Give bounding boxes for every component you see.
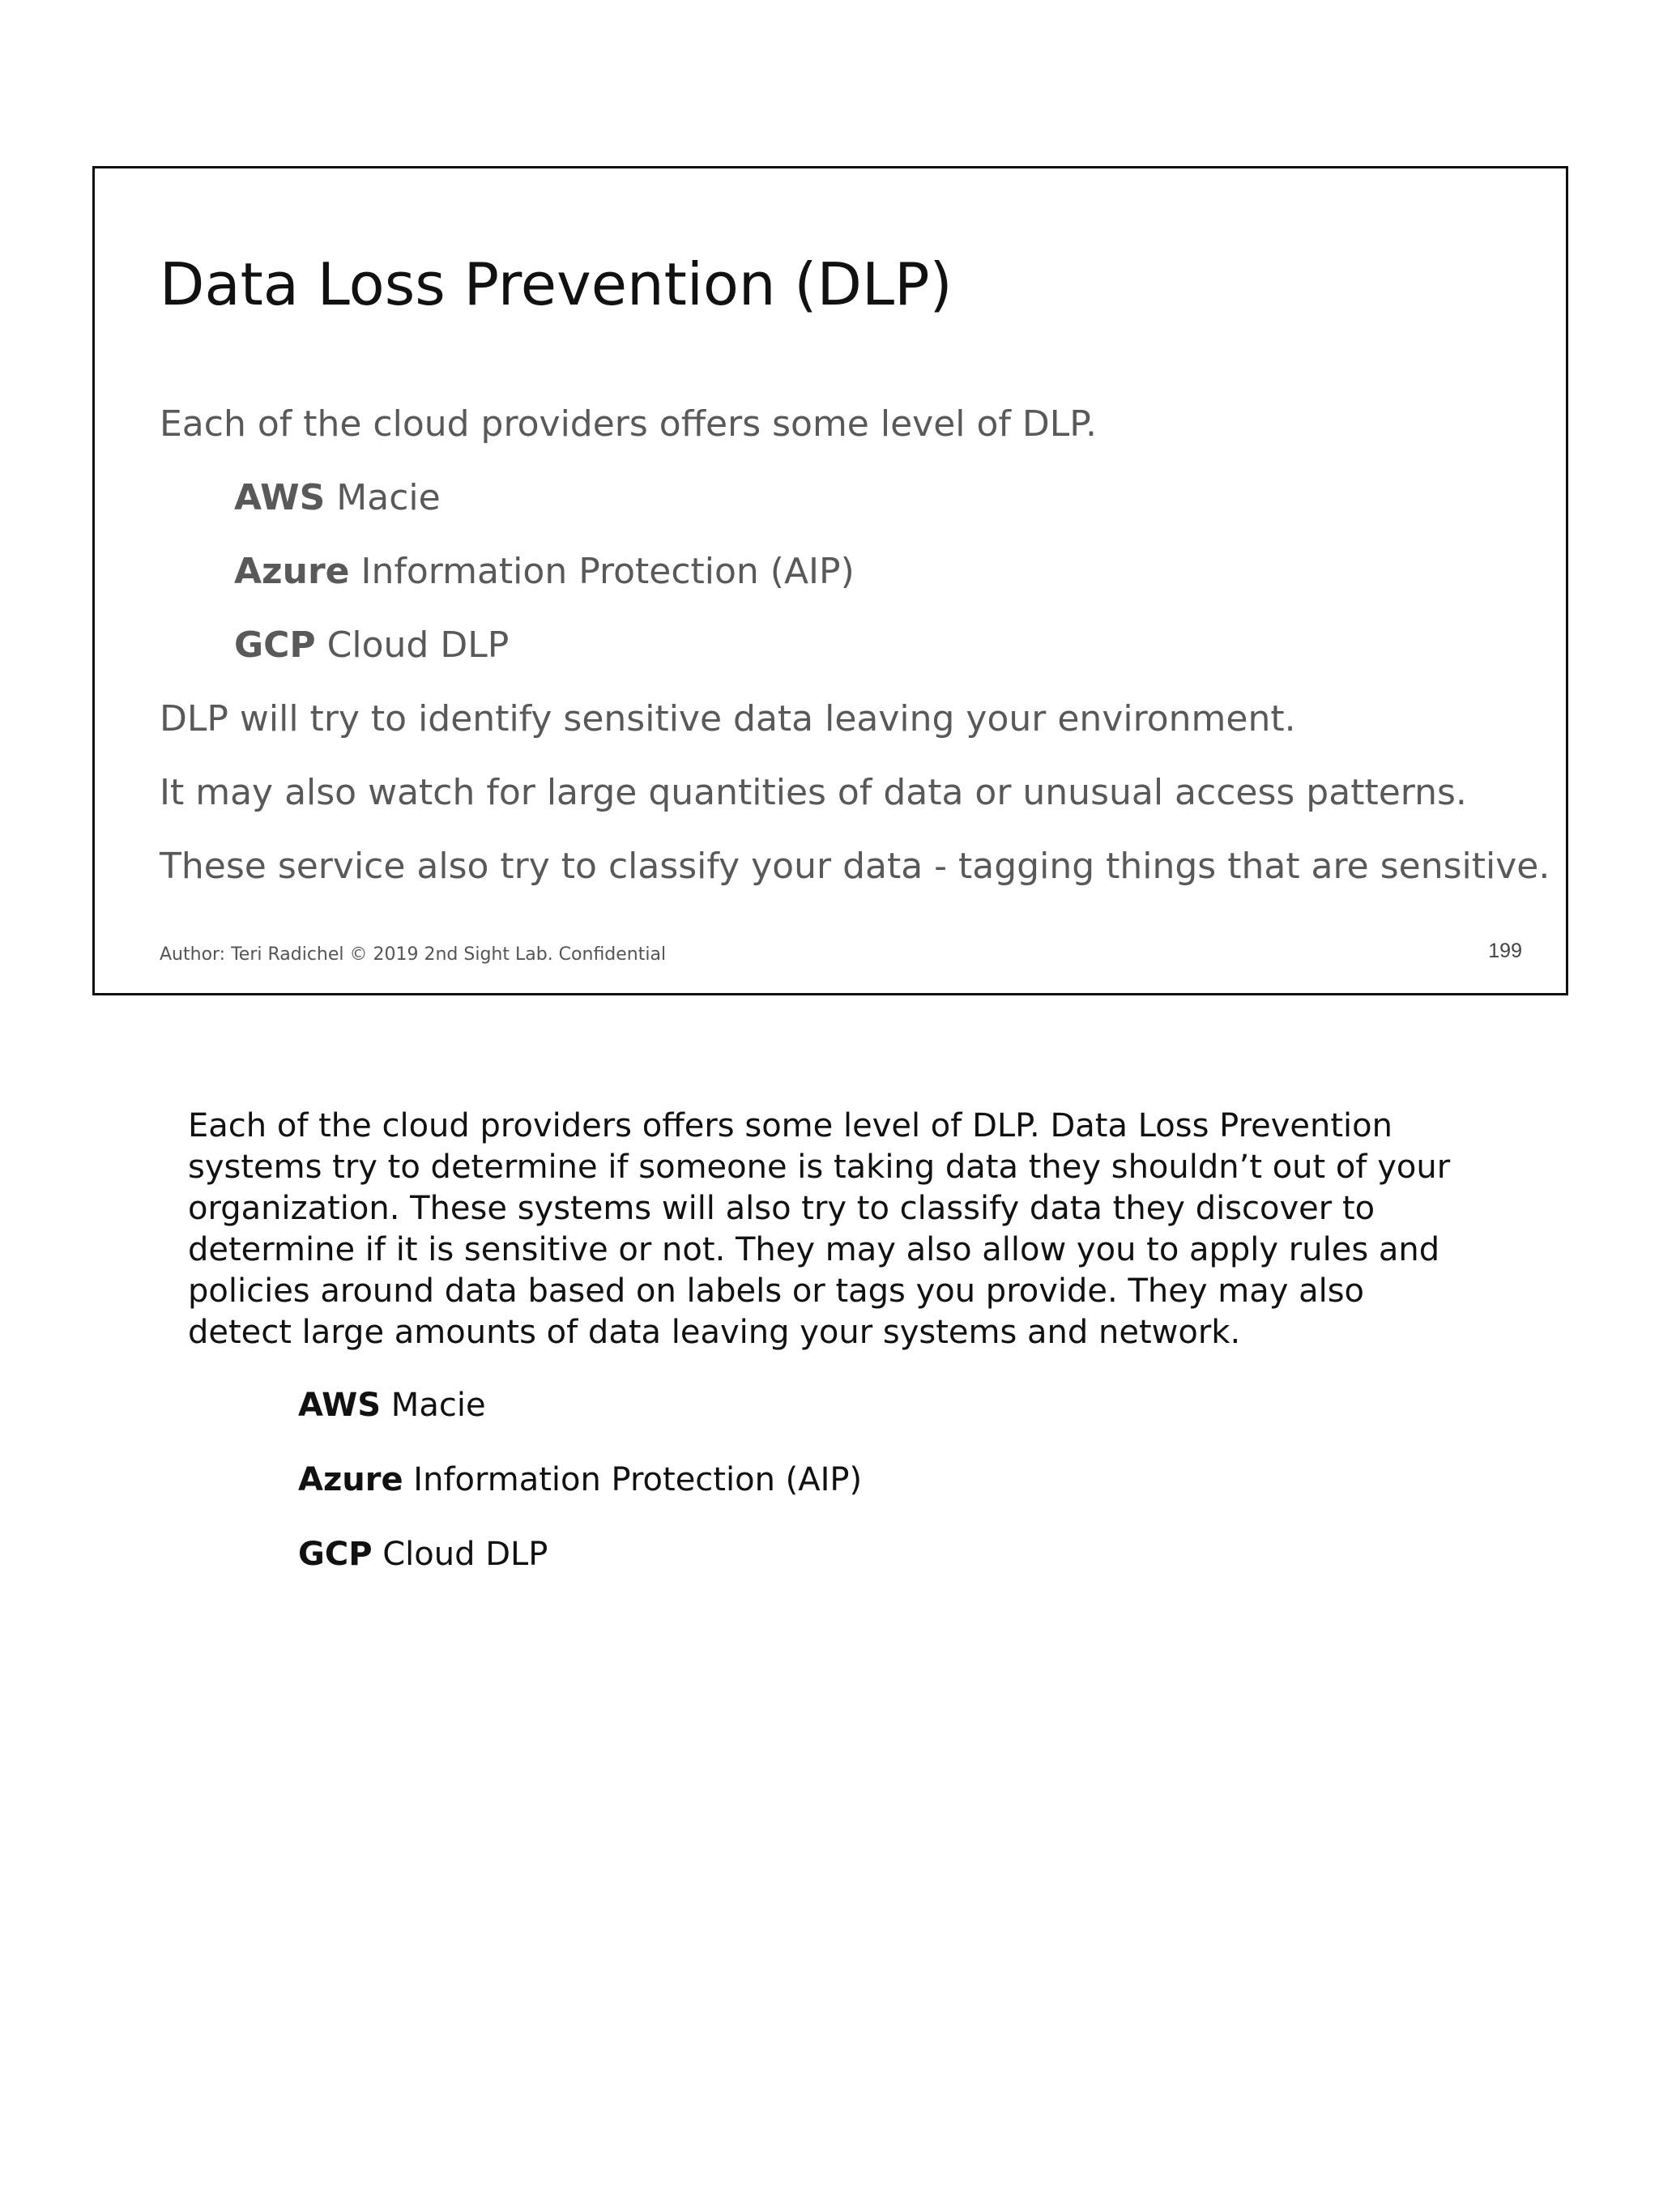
slide-point: DLP will try to identify sensitive data leaving your environment. <box>160 698 1296 739</box>
slide-provider-azure <box>160 535 1520 608</box>
slide-intro: Each of the cloud providers offers some level of DLP. <box>160 403 1097 445</box>
notes-provider-azure <box>188 1443 1460 1517</box>
notes-provider-gcp <box>188 1517 1460 1592</box>
provider-service: Cloud DLP <box>315 624 510 666</box>
notes-paragraph: Each of the cloud providers offers some level of DLP. Data Loss Prevention systems try to determine if someone is taking data they shouldn’t out of your organization. These systems will also try to classify data they discover to determine if it is sensitive or not. They may also allow you to apply rules and policies around data based on labels or tags you provide. They may also detect large amounts of data leaving your systems and network. <box>188 1107 1451 1351</box>
provider-service: Information Protection (AIP) <box>349 551 855 592</box>
provider-service: Macie <box>381 1387 486 1424</box>
slide-title: Data Loss Prevention (DLP) <box>160 250 953 318</box>
speaker-notes <box>188 1106 1460 1592</box>
slide-provider-gcp <box>160 608 1520 682</box>
provider-name: AWS <box>298 1387 382 1424</box>
slide-point: It may also watch for large quantities of data or unusual access patterns. <box>160 772 1467 813</box>
notes-provider-list <box>188 1368 1460 1592</box>
provider-service: Macie <box>325 477 441 518</box>
slide-frame <box>92 166 1568 995</box>
provider-name: AWS <box>234 477 326 518</box>
slide-page-number: 199 <box>1488 940 1522 962</box>
provider-name: Azure <box>298 1461 403 1498</box>
slide-point: These service also try to classify your data - tagging things that are sensitive. <box>160 846 1550 887</box>
provider-service: Cloud DLP <box>372 1536 548 1573</box>
provider-name: GCP <box>298 1536 373 1573</box>
provider-name: Azure <box>234 551 350 592</box>
provider-name: GCP <box>234 624 316 666</box>
provider-service: Information Protection (AIP) <box>403 1461 863 1498</box>
slide-body <box>160 387 1550 903</box>
slide-footer: Author: Teri Radichel © 2019 2nd Sight Lab. Confidential <box>160 944 667 965</box>
notes-provider-aws <box>188 1368 1460 1443</box>
slide-provider-aws <box>160 461 1520 535</box>
